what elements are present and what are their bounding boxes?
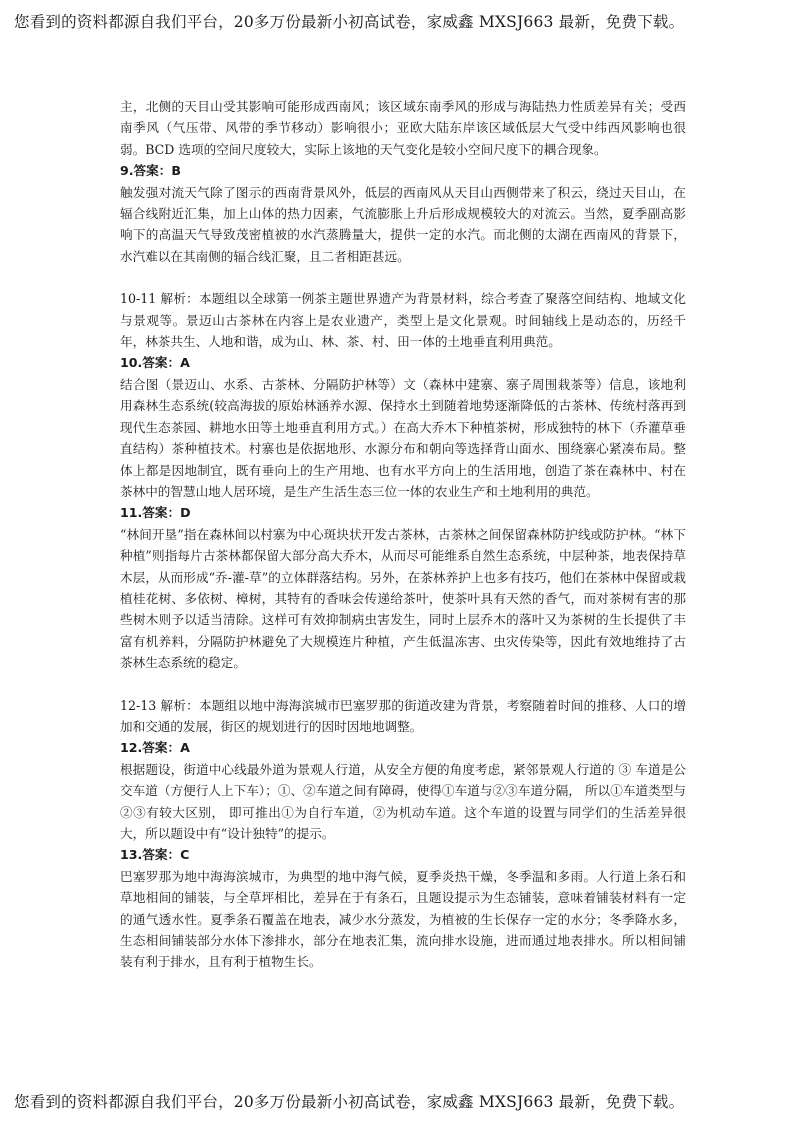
answer-11-heading: 11.答案：D [120, 505, 191, 521]
paragraph-continued-analysis: 主，北侧的天目山受其影响可能形成西南风；该区域东南季风的形成与海陆热力性质差异有关；受西南季风（气压带、风带的季节移动）影响很小；亚欧大陆东岸该区域低层大气受中纬西风影响也很弱。BCD 选项的空间尺度较大，实际上该地的天气变化是较小空间尺度下的耦合现象。 [120, 99, 686, 157]
answer-12-heading: 12.答案：A [120, 740, 190, 756]
footer-banner: 您看到的资料都源自我们平台，20多万份最新小初高试卷，家威鑫 MXSJ663 最新，免费下载。 [14, 1093, 685, 1111]
answer-10-heading: 10.答案：A [120, 355, 190, 371]
paragraph-analysis-12: 根据题设，街道中心线最外道为景观人行道，从安全方便的角度考虑，紧邻景观人行道的 ③ 车道是公交车道（方便行人上下车）；①、②车道之间有障碍，使得①车道与②③车道分隔， 所以①车道类型与②③有较大区别， 即可推出①为自行车道，②为机动车道。这个车道的设置与同学们的生活差异很大，所以题设中有“设计独特”的提示。 [120, 761, 686, 841]
answer-analysis-body [120, 96, 686, 973]
paragraph-analysis-12-13: 12-13 解析：本题组以地中海海滨城市巴塞罗那的街道改建为背景，考察随着时间的推移、人口的增加和交通的发展，街区的规划进行的因时因地地调整。 [120, 697, 686, 734]
paragraph-analysis-10: 结合图（景迈山、水系、古茶林、分隔防护林等）文（森林中建寨、寨子周围栽茶等）信息，该地利用森林生态系统(较高海拔的原始林涵养水源、保持水土到随着地势逐渐降低的古茶林、传统村落再到现代生态茶园、耕地水田等土地垂直利用方式。）在高大乔木下种植茶树，形成独特的林下（乔灌草垂直结构）茶种植技术。村寨也是依据地形、水源分布和朝向等选择背山面水、围绕寨心紧凑布局。整体上都是因地制宜，既有垂向上的生产用地、也有水平方向上的生活用地，创造了茶在森林中、村在茶林中的智慧山地人居环境，是生产生活生态三位一体的农业生产和土地利用的典范。 [120, 376, 686, 499]
paragraph-analysis-10-11: 10-11 解析：本题组以全球第一例茶主题世界遗产为背景材料，综合考查了聚落空间结构、地域文化与景观等。景迈山古茶林在内容上是农业遗产，类型上是文化景观。时间轴线上是动态的，历经千年，林茶共生、人地和谐，成为山、林、茶、村、田一体的土地垂直利用典范。 [120, 291, 686, 350]
paragraph-analysis-13: 巴塞罗那为地中海海滨城市，为典型的地中海气候，夏季炎热干燥，冬季温和多雨。人行道上条石和草地相间的铺装，与全草坪相比，差异在于有条石，且题设提示为生态铺装，意味着铺装材料有一定的通气透水性。夏季条石覆盖在地表，减少水分蒸发，为植被的生长保存一定的水分；冬季降水多，生态相间铺装部分水体下渗排水，部分在地表汇集，流向排水设施，进而通过地表排水。所以相间铺装有利于排水，且有利于植物生长。 [120, 868, 686, 970]
answer-9-heading: 9.答案：B [120, 163, 181, 179]
paragraph-analysis-11: “林间开垦”指在森林间以村寨为中心斑块状开发古茶林，古茶林之间保留森林防护线或防护林。“林下种植”则指每片古茶林都保留大部分高大乔木，从而尽可能维系自然生态系统，中层种茶，地表保持草木层，从而形成“乔-灌-草”的立体群落结构。另外，在茶林养护上也多有技巧，他们在茶林中保留或栽植桂花树、多依树、樟树，其特有的香味会传递给茶叶，使茶叶具有天然的香气，而对茶树有害的那些树木则予以适当清除。这样可有效抑制病虫害发生，同时上层乔木的落叶又为茶树的生长提供了丰富有机养料，分隔防护林避免了大规模连片种植，产生低温冻害、虫灾传染等，因此有效地维持了古茶林生态系统的稳定。 [120, 526, 686, 671]
answer-13-heading: 13.答案：C [120, 847, 190, 863]
header-banner: 您看到的资料都源自我们平台，20多万份最新小初高试卷，家威鑫 MXSJ663 最新，免费下载。 [14, 13, 685, 31]
paragraph-analysis-9: 触发强对流天气除了图示的西南背景风外，低层的西南风从天目山西侧带来了积云，绕过天目山，在辐合线附近汇集，加上山体的热力因素，气流膨胀上升后形成规模较大的对流云。当然，夏季副高影响下的高温天气导致茂密植被的水汽蒸腾量大，提供一定的水汽。而北侧的太湖在西南风的背景下，水汽难以在其南侧的辐合线汇聚，且二者相距甚远。 [120, 184, 686, 264]
